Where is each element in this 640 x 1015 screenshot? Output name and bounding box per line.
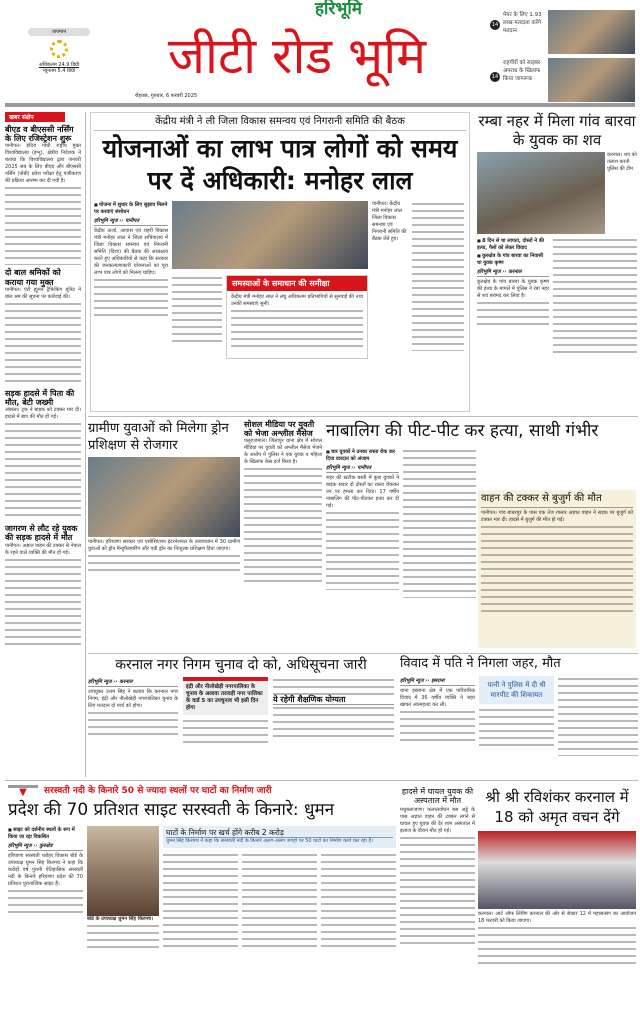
dispute-box: पत्नी ने पुलिस में दी थी मारपीट की शिकायत bbox=[479, 676, 554, 704]
weather-max: अधिकतम 24.9 डिग्री bbox=[38, 62, 80, 68]
social-headline: सोशल मीडिया पर युवती को भेजा अश्लील मैसेज bbox=[244, 420, 315, 439]
saraswati-photo bbox=[87, 826, 159, 916]
brief-title: सड़क हादसे में पिता की मौत, बेटी जख्मी bbox=[5, 388, 75, 407]
saraswati-story bbox=[8, 785, 396, 953]
drone-text: पानीपत। हरियाणा सरकार एवं एसोसिएशन इंटरनेशनल के तत्वावधान में 30 ग्रामीण युवाओं को ड्रोन मैन्युफैक्चरिंग और एग्री ड्रोन का निःशुल्क प्रशिक्षण दिया जाएगा। bbox=[88, 539, 240, 552]
karnal-byline: हरिभूमि न्यूज ›› करनाल bbox=[88, 679, 178, 687]
saraswati-text: हरियाणा सरस्वती धरोहर विकास बोर्ड के उपाध्यक्ष धुमन सिंह किरमच ने कहा कि करोड़ों वर्ष पुरानी ऐतिहासिक सरस्वती नदी के किनारे हरियाणा प्रदेश की 70 प्रतिशत पुरातात्विक साइट हैं। bbox=[8, 852, 83, 887]
page-badge: 14 bbox=[491, 22, 499, 28]
weather-min: न्यूनतम 5.4 डिग्री bbox=[42, 68, 76, 74]
karnal-box: इंद्री और नीलोखेड़ी नगरपालिका के चुनाव के अलावा तरावड़ी नगर पालिका के वार्ड 5 का उपचुनाव भी इसी दिन होगा bbox=[183, 677, 268, 715]
karnal-subhead: ये रहेगी शैक्षणिक योग्यता bbox=[273, 695, 394, 705]
saraswati-bullet: ■ साइट को दर्शनीय स्थलों के रूप में किया जा रहा विकसित bbox=[8, 826, 83, 841]
lead-text: केंद्रीय ऊर्जा, आवास एवं शहरी विकास मंत्री मनोहर लाल ने जिला सचिवालय में जिला विकास समन्वय एवं निगरानी समिति (दिशा) की बैठक की अध्यक्षता करते हुए अधिकारियों से कहा कि सरकार की जनकल्याणकारी योजनाओं का पूरा लाभ पात्र लोगों को मिलना चाहिए। bbox=[94, 227, 168, 276]
right-lead bbox=[477, 112, 637, 357]
right-lead-caption: करनाल। शव को तलाश करती पुलिस की टीम bbox=[607, 152, 637, 172]
brief-text: पानीपत। इंदिरा गांधी राष्ट्रीय मुक्त विश्वविद्यालय (इग्नू), क्षेत्रीय निदेशक ने बताया कि विश्वविद्यालय द्वारा जनवरी 2025 सत्र के लिए बीएड और बीएससी नर्सिंग (पोबी) प्रवेश परीक्षा हेतु पंजीकरण की प्रक्रिया आरम्भ कर दी गयी है। bbox=[5, 143, 81, 185]
injured-story bbox=[400, 787, 475, 945]
minor-text: शहर की खटीक बस्ती में कुछ युवकों ने बाइक सवार दो दोस्तों का रास्ता रोककर उन पर हमला कर दिया। 17 वर्षीय नाबालिग की पीट-पीटकर हत्या कर दी गई। bbox=[326, 474, 399, 509]
lead-story bbox=[90, 112, 470, 412]
saraswati-box bbox=[163, 826, 396, 849]
brief-title: दो बाल श्रमिकों को कराया गया मुक्त bbox=[5, 268, 61, 287]
saraswati-byline: हरिभूमि न्यूज ›› कुरुक्षेत्र bbox=[8, 843, 83, 851]
vehicle-box bbox=[478, 490, 636, 648]
lead-columns bbox=[94, 201, 466, 361]
teaser[interactable] bbox=[490, 10, 635, 54]
brand-logo: हरिभूमि bbox=[315, 0, 362, 19]
ravishankar-headline: श्री श्री रविशंकर करनाल में 18 को अमृत वचन देंगे bbox=[485, 788, 629, 826]
teaser-text: मेयर के लिए 1.93 लाख मतदाता करेंगे मतदान bbox=[503, 12, 542, 34]
page-badge: 14 bbox=[491, 74, 499, 80]
lead-box-title: समस्याओं के समाधान की समीक्षा bbox=[227, 276, 367, 291]
minor-headline: नाबालिग की पीट-पीट कर हत्या, साथी गंभीर bbox=[326, 422, 636, 442]
right-lead-bullet: ■ कुरुक्षेत्र के गांव बारवा का निवासी था युवक कृष्ण bbox=[477, 252, 549, 267]
injured-headline: हादसे में घायल युवक की अस्पताल में मौत bbox=[401, 787, 474, 806]
minor-byline: हरिभूमि न्यूज ›› पानीपत bbox=[326, 465, 399, 473]
karnal-headline: करनाल नगर निगम चुनाव दो को, अधिसूचना जारी bbox=[115, 657, 367, 673]
teaser[interactable] bbox=[490, 58, 635, 102]
social-text: पलूराजमाल। जिलापुर थाना क्षेत्र में सोशल मीडिया पर युवती को अश्लील मैसेज भेजने के आरोप में पुलिस ने एक युवक व महिला के खिलाफ केस दर्ज किया है। bbox=[244, 438, 322, 466]
lead-headline: योजनाओं का लाभ पात्र लोगों को समय पर दें अधिकारी: मनोहर लाल bbox=[102, 133, 458, 195]
dispute-text: थाना इसराना क्षेत्र में एक पारिवारिक विवाद में 36 वर्षीय व्यक्ति ने जहर खाकर आत्महत्या कर ली। bbox=[400, 687, 475, 708]
brief bbox=[5, 389, 81, 521]
ravishankar-text: करनाल। आर्ट ऑफ लिविंग करनाल की ओर से सेक्टर 12 में महासत्संग का आयोजन 18 फरवरी को किया जाएगा। bbox=[478, 911, 636, 924]
dateline: रोहतक, गुरुवार, 6 फरवरी 2025 bbox=[135, 93, 198, 99]
briefs-column bbox=[5, 112, 81, 647]
lead-kicker: केंद्रीय मंत्री ने ली जिला विकास समन्वय एवं निगरानी समिति की बैठक bbox=[94, 116, 466, 131]
saraswati-kicker: सरस्वती नदी के किनारे 50 से ज्यादा स्थलों पर घाटों का निर्माण जारी bbox=[44, 786, 272, 797]
teaser-photo bbox=[548, 58, 635, 102]
ravishankar-photo bbox=[478, 831, 636, 909]
teaser-text: राहगीरों को साइबर अपराध के खिलाफ किया जागरूक bbox=[503, 60, 541, 82]
brief bbox=[5, 268, 81, 385]
right-lead-bullet: ■ 8 दिन से था लापता, दोस्तों ने की हत्या, पैसों को लेकर विवाद bbox=[477, 237, 549, 252]
brief-title: बीएड व बीएससी नर्सिंग के लिए रजिस्ट्रेशन शुरू bbox=[5, 125, 74, 144]
teasers bbox=[490, 10, 635, 102]
right-lead-text: कुरुक्षेत्र के गांव बारवा के युवक कृष्ण की हत्या के मामले में पुलिस ने रंबा नहर से शव बरामद कर लिया है। bbox=[477, 279, 549, 299]
ravishankar-story bbox=[478, 787, 636, 965]
lead-caption: पानीपत। केंद्रीय मंत्री मनोहर लाल जिला विकास समन्वय एवं निगरानी समिति की बैठक लेते हुए। bbox=[372, 200, 407, 242]
drone-photo bbox=[88, 457, 240, 537]
teaser-photo bbox=[548, 10, 635, 54]
saraswati-caption: बोर्ड के उपाध्यक्ष धुमन सिंह किरमच। bbox=[87, 915, 154, 922]
saraswati-headline: प्रदेश की 70 प्रतिशत साइट सरस्वती के किनारे: धुमन bbox=[8, 800, 335, 820]
injured-text: मधुबलाजाण। कलालवोघन बस अड्डे के पास अज्ञात वाहन की टक्कर लगने से घायल हुए युवक की देर शाम अस्पताल में इलाज के दौरान मौत हो गई। bbox=[400, 807, 475, 835]
right-lead-headline: रम्बा नहर में मिला गांव बारवा के युवक का शव bbox=[478, 112, 636, 149]
dispute-byline: हरिभूमि न्यूज ›› इसराना bbox=[400, 678, 475, 686]
lead-box bbox=[226, 275, 368, 359]
drone-headline: ग्रामीण युवाओं को मिलेगा ड्रोन प्रशिक्षण से रोजगार bbox=[88, 421, 229, 453]
karnal-story bbox=[88, 657, 394, 748]
saraswati-box-text: धुमन सिंह किरमच ने कहा कि सरस्वती नदी के किनारे अलग-अलग जगहों पर 50 घाटों का निर्माण कार्य चल रहा है। bbox=[166, 838, 374, 845]
saraswati-box-title: घाटों के निर्माण पर खर्च होंगे करीब 2 करोड़ bbox=[166, 829, 393, 839]
karnal-text: उपायुक्त उत्तम सिंह ने बताया कि करनाल नगर निगम, इंद्री और नीलोखेड़ी नगरपालिका चुनाव के लिए मतदान दो मार्च को होगा। bbox=[88, 689, 178, 710]
weather-label: तापमान bbox=[28, 28, 90, 36]
brief-title: जागरण से लौट रहे युवक की सड़क हादसे में मौत bbox=[5, 524, 78, 543]
lead-box-text: केंद्रीय मंत्री मनोहर लाल ने लघु अधिकतम प्रतिभागियों से सुनवाई की तथा उनकी समस्याएं सुनीं। bbox=[231, 293, 363, 307]
lead-photo bbox=[172, 201, 368, 269]
briefs-label: खबर संक्षेप bbox=[5, 112, 65, 122]
brief bbox=[5, 524, 81, 646]
brief-text: अंबाला। ट्रक ने बाइक को टक्कर मार दी। हादसे में बाप की मौत हो गई। bbox=[5, 407, 81, 421]
dispute-story bbox=[400, 657, 638, 756]
social-story bbox=[244, 420, 322, 586]
right-lead-byline: हरिभूमि न्यूज ›› करनाल bbox=[477, 269, 549, 277]
sun-icon bbox=[50, 40, 68, 58]
drone-story bbox=[88, 420, 240, 573]
lead-bullet: ■ योजना में सुधार के लिए सुझाव मिलने पर करवाएं संशोधन bbox=[94, 201, 168, 216]
brief-text: पानीपत। एंटी ह्यूमन ट्रैफिकिंग यूनिट ने बाल श्रम की सूचना पर कार्रवाई की। bbox=[5, 286, 81, 300]
masthead-rule bbox=[5, 103, 635, 107]
newspaper-title: जीटी रोड भूमि bbox=[167, 27, 427, 85]
vehicle-text: पानीपत। गांव बाबरपुर के पास एक तेज रफ्तार अज्ञात वाहन ने सड़क पर बुजुर्ग को टक्कर मार दी। हादसे में बुजुर्ग की मौत हो गई। bbox=[481, 509, 633, 523]
minor-bullet: ■ चार युवकों ने उनका रास्ता रोक कर दिया वारदात को अंजाम bbox=[326, 448, 399, 463]
vehicle-headline: वाहन की टक्कर से बुजुर्ग की मौत bbox=[481, 493, 633, 508]
lead-byline: हरिभूमि न्यूज ›› पानीपत bbox=[94, 218, 168, 226]
weather-box bbox=[28, 28, 90, 74]
brief bbox=[5, 125, 81, 265]
right-lead-photo bbox=[477, 152, 605, 234]
brief-text: पानीपत। अज्ञात वाहन की टक्कर से नेपाल के रहने वाले व्यक्ति की मौत हो गई। bbox=[5, 542, 81, 556]
chevron-icon: ▼ bbox=[8, 785, 38, 798]
dispute-headline: विवाद में पति ने निगला जहर, मौत bbox=[400, 656, 561, 671]
